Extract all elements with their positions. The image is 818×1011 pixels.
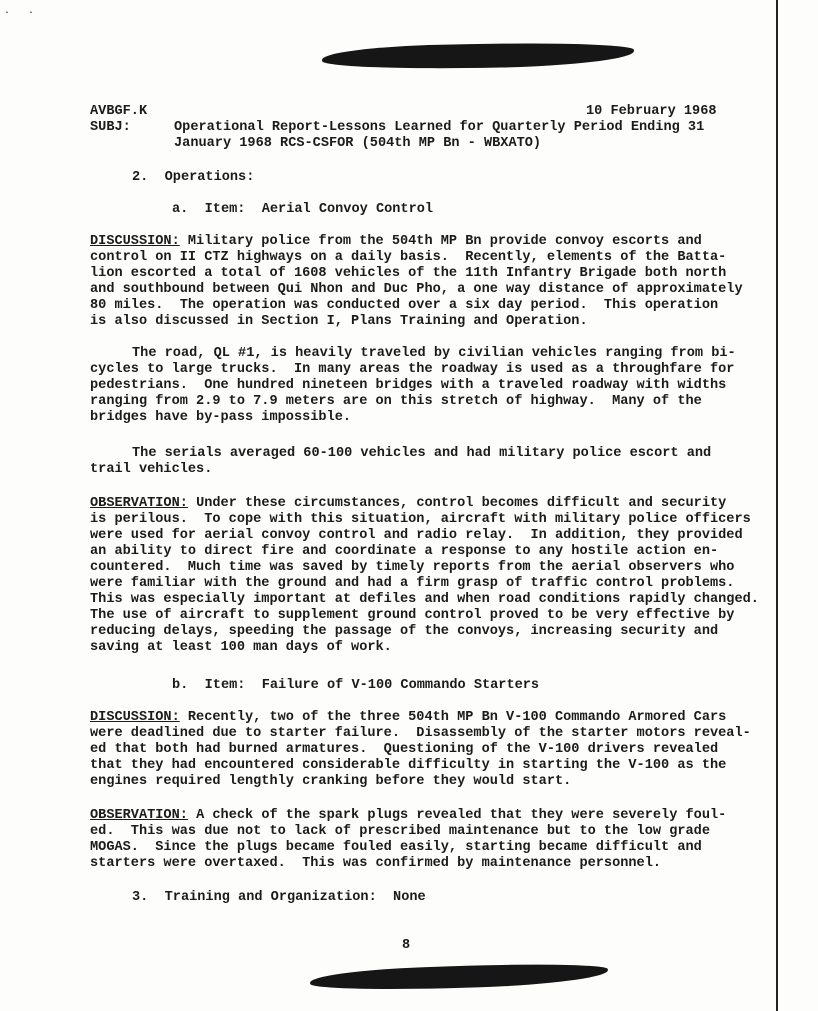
redaction-mark-top [322, 41, 634, 72]
paragraph-line: is perilous. To cope with this situation, aircraft with military police officers [90, 512, 751, 527]
observation-label: OBSERVATION: [90, 808, 188, 823]
discussion-label: DISCUSSION: [90, 234, 180, 249]
item-b-heading: b. Item: Failure of V-100 Commando Starters [172, 678, 540, 693]
paragraph-line: 80 miles. The operation was conducted over a six day period. This operation [90, 298, 719, 313]
paragraph-line: reducing delays, speeding the passage of the convoys, increasing security and [90, 624, 719, 639]
item-a-heading: a. Item: Aerial Convoy Control [172, 202, 434, 217]
paragraph-line: The serials averaged 60-100 vehicles and had military police escort and [132, 446, 712, 461]
paragraph-line: MOGAS. Since the plugs became fouled easily, starting became difficult and [90, 840, 702, 855]
subject-label: SUBJ: [90, 120, 131, 135]
paragraph-line: The road, QL #1, is heavily traveled by civilian vehicles ranging from bi- [132, 346, 736, 361]
page-edge-line [776, 0, 778, 1011]
paragraph-line: trail vehicles. [90, 462, 213, 477]
paragraph-line: cycles to large trucks. In many areas the roadway is used as a throughfare for [90, 362, 735, 377]
operations-heading: 2. Operations: [132, 170, 255, 185]
observation-label: OBSERVATION: [90, 496, 188, 511]
subject-line-2: January 1968 RCS-CSFOR (504th MP Bn - WBXATO) [174, 136, 542, 151]
paragraph-line: DISCUSSION: Military police from the 504th MP Bn provide convoy escorts and [90, 234, 702, 249]
paragraph-line: saving at least 100 man days of work. [90, 640, 392, 655]
paragraph-line: bridges have by-pass impossible. [90, 410, 352, 425]
paragraph-line: ranging from 2.9 to 7.9 meters are on this stretch of highway. Many of the [90, 394, 702, 409]
paragraph-line: DISCUSSION: Recently, two of the three 504th MP Bn V-100 Commando Armored Cars [90, 710, 727, 725]
redaction-mark-bottom [310, 961, 609, 993]
paragraph-line: engines required lengthly cranking before they would start. [90, 774, 572, 789]
paragraph-line: lion escorted a total of 1608 vehicles of the 11th Infantry Brigade both north [90, 266, 727, 281]
discussion-label: DISCUSSION: [90, 710, 180, 725]
paragraph-line: control on II CTZ highways on a daily basis. Recently, elements of the Batta- [90, 250, 727, 265]
scan-specks: · · [4, 8, 41, 19]
paragraph-line: pedestrians. One hundred nineteen bridges with a traveled roadway with widths [90, 378, 727, 393]
paragraph-line: OBSERVATION: A check of the spark plugs revealed that they were severely foul- [90, 808, 727, 823]
paragraph-line: were deadlined due to starter failure. Disassembly of the starter motors reveal- [90, 726, 751, 741]
paragraph-line: ed that both had burned armatures. Questioning of the V-100 drivers revealed [90, 742, 719, 757]
paragraph-line: that they had encountered considerable difficulty in starting the V-100 as the [90, 758, 727, 773]
paragraph-line: OBSERVATION: Under these circumstances, control becomes difficult and security [90, 496, 727, 511]
paragraph-line: This was especially important at defiles and when road conditions rapidly changed. [90, 592, 759, 607]
paragraph-line: is also discussed in Section I, Plans Training and Operation. [90, 314, 588, 329]
paragraph-line: The use of aircraft to supplement ground control proved to be very effective by [90, 608, 735, 623]
paragraph-line: an ability to direct fire and coordinate a response to any hostile action en- [90, 544, 719, 559]
training-heading: 3. Training and Organization: None [132, 890, 426, 905]
paragraph-line: were familiar with the ground and had a firm grasp of traffic control problems. [90, 576, 735, 591]
paragraph-line: and southbound between Qui Nhon and Duc Pho, a one way distance of approximately [90, 282, 743, 297]
header-date: 10 February 1968 [586, 104, 717, 119]
paragraph-line: ed. This was due not to lack of prescribed maintenance but to the low grade [90, 824, 710, 839]
page-number: 8 [402, 938, 411, 953]
header-reference: AVBGF.K [90, 104, 148, 119]
paragraph-line: were used for aerial convoy control and radio relay. In addition, they provided [90, 528, 743, 543]
paragraph-line: starters were overtaxed. This was confirmed by maintenance personnel. [90, 856, 662, 871]
paragraph-line: countered. Much time was saved by timely reports from the aerial observers who [90, 560, 735, 575]
subject-line-1: Operational Report-Lessons Learned for Quarterly Period Ending 31 [174, 120, 705, 135]
